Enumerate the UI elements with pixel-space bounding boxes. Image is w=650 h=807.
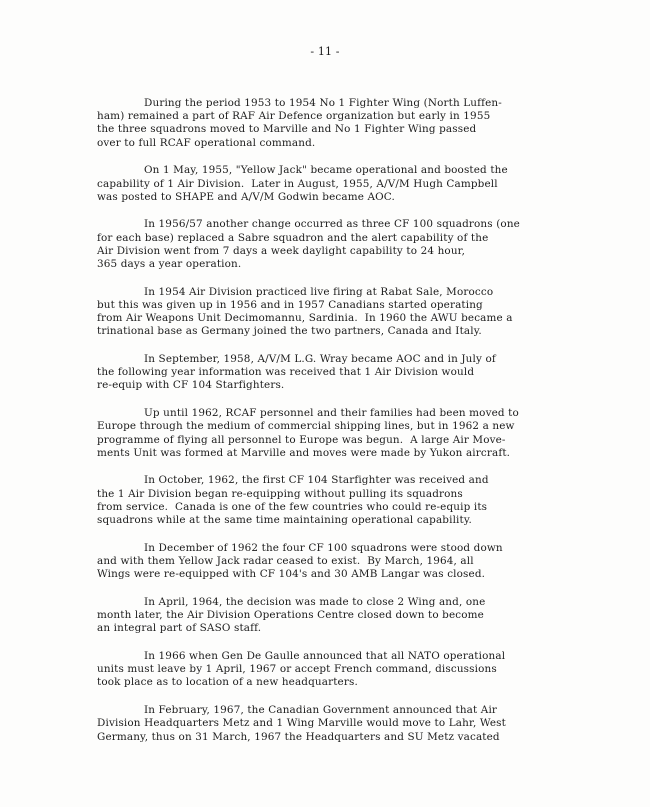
text-line: for each base) replaced a Sabre squadron and the alert capability of the	[97, 231, 489, 244]
text-line: the following year information was received that 1 Air Division would	[97, 366, 475, 379]
text-line: 365 days a year operation.	[97, 258, 242, 271]
paragraph	[97, 542, 577, 582]
text-line: Division Headquarters Metz and 1 Wing Marville would move to Lahr, West	[97, 717, 506, 730]
text-line: an integral part of SASO staff.	[97, 622, 262, 635]
text-line: month later, the Air Division Operations Centre closed down to become	[97, 609, 484, 622]
text-line: During the period 1953 to 1954 No 1 Fighter Wing (North Luffen-	[144, 97, 502, 109]
text-line: On 1 May, 1955, "Yellow Jack" became operational and boosted the	[144, 164, 508, 177]
text-line: Up until 1962, RCAF personnel and their families had been moved to	[144, 407, 519, 420]
text-line: trinational base as Germany joined the two partners, Canada and Italy.	[97, 325, 482, 338]
text-line: capability of 1 Air Division. Later in August, 1955, A/V/M Hugh Campbell	[97, 177, 498, 190]
text-line: In September, 1958, A/V/M L.G. Wray became AOC and in July of	[144, 353, 496, 366]
text-line: and with them Yellow Jack radar ceased to exist. By March, 1964, all	[97, 554, 474, 567]
text-line: but this was given up in 1956 and in 1957 Canadians started operating	[97, 298, 483, 311]
text-line: Germany, thus on 31 March, 1967 the Headquarters and SU Metz vacated	[97, 730, 500, 743]
text-line: the 1 Air Division began re-equipping without pulling its squadrons	[97, 487, 463, 500]
text-line: the three squadrons moved to Marville and No 1 Fighter Wing passed	[97, 123, 477, 136]
paragraph	[97, 286, 577, 339]
paragraph	[97, 596, 577, 636]
paragraph	[97, 704, 577, 744]
paragraph	[97, 218, 577, 271]
text-line: In April, 1964, the decision was made to close 2 Wing and, one	[144, 595, 486, 608]
text-line: ham) remained a part of RAF Air Defence organization but early in 1955	[97, 110, 491, 123]
text-line: Air Division went from 7 days a week daylight capability to 24 hour,	[97, 244, 466, 257]
text-line: In February, 1967, the Canadian Government announced that Air	[144, 704, 498, 717]
paragraph	[97, 353, 577, 393]
paragraph	[97, 407, 577, 460]
page-number: - 11 -	[310, 45, 340, 58]
text-line: Europe through the medium of commercial shipping lines, but in 1962 a new	[97, 420, 515, 433]
text-line: Wings were re-equipped with CF 104's and 30 AMB Langar was closed.	[97, 568, 486, 581]
text-line: from service. Canada is one of the few countries who could re-equip its	[97, 500, 488, 513]
text-line: In 1966 when Gen De Gaulle announced that all NATO operational	[144, 650, 506, 662]
text-line: re-equip with CF 104 Starfighters.	[97, 379, 285, 392]
text-line: In December of 1962 the four CF 100 squadrons were stood down	[144, 541, 503, 554]
text-line: In 1956/57 another change occurred as three CF 100 squadrons (one	[144, 218, 520, 231]
text-line: from Air Weapons Unit Decimomannu, Sardinia. In 1960 the AWU became a	[97, 312, 513, 325]
text-line: In October, 1962, the first CF 104 Starfighter was received and	[144, 474, 489, 487]
text-line: took place as to location of a new headquarters.	[97, 676, 358, 689]
text-line: In 1954 Air Division practiced live firing at Rabat Sale, Morocco	[144, 285, 494, 298]
text-line: units must leave by 1 April, 1967 or accept French command, discussions	[97, 663, 497, 676]
text-line: squadrons while at the same time maintaining operational capability.	[97, 514, 472, 527]
text-line: was posted to SHAPE and A/V/M Godwin became AOC.	[97, 190, 395, 203]
document-body	[97, 97, 577, 758]
text-line: programme of flying all personnel to Europe was begun. A large Air Move-	[97, 433, 506, 446]
paragraph	[97, 650, 577, 690]
paragraph	[97, 164, 577, 204]
text-line: over to full RCAF operational command.	[97, 136, 316, 149]
paragraph	[97, 97, 577, 150]
paragraph	[97, 474, 577, 527]
text-line: ments Unit was formed at Marville and moves were made by Yukon aircraft.	[97, 446, 511, 459]
